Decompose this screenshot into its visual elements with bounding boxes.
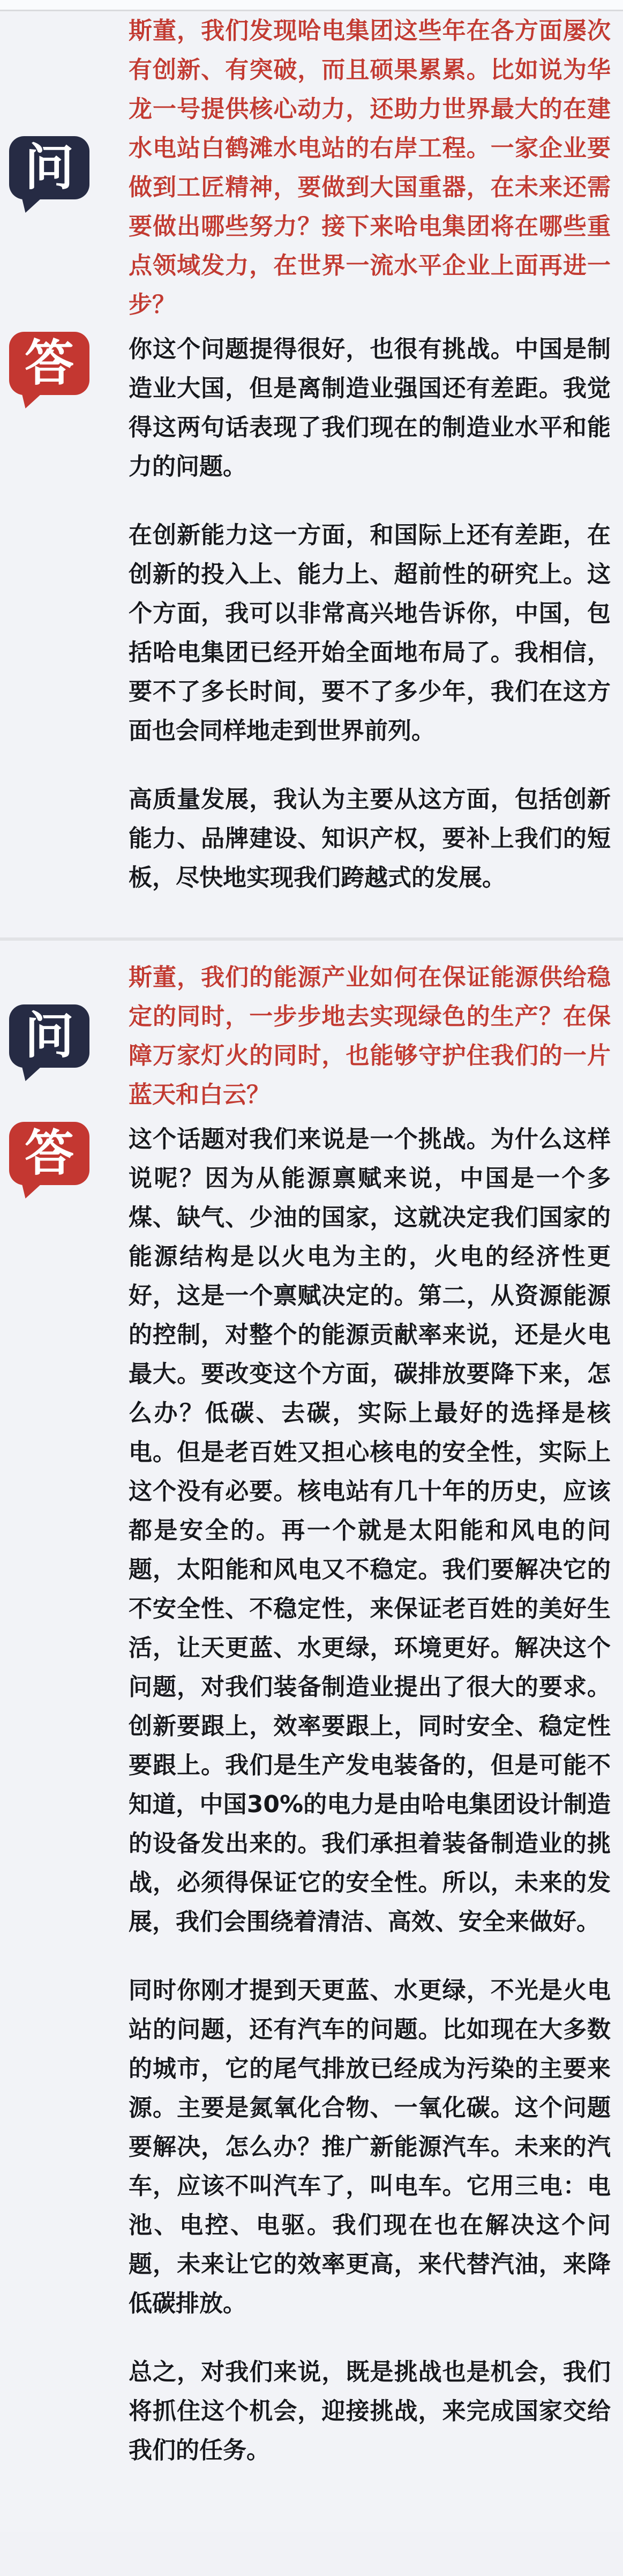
question-icon-column: [0, 958, 129, 1114]
top-strip: [0, 0, 623, 11]
bubble-tail: [22, 1184, 41, 1198]
answer-bubble-icon: [9, 332, 89, 395]
bubble-tail: [22, 394, 41, 408]
answer-glyph: 答: [24, 1125, 74, 1182]
question-bubble-icon: [9, 1004, 89, 1068]
question-text: 斯董，我们发现哈电集团这些年在各方面屡次有创新、有突破，而且硕果累累。比如说为华龙一号提供核心动力，还助力世界最大的在建水电站白鹤滩水电站的右岸工程。一家企业要做到工匠精神，要做到大国重器，在未来还需要做出哪些努力？接下来哈电集团将在哪些重点领域发力，在世界一流水平企业上面再进一步？: [129, 17, 611, 318]
bubble-tail: [22, 198, 41, 213]
answer-row: [0, 330, 623, 897]
question-text: 斯董，我们的能源产业如何在保证能源供给稳定的同时，一步步地去实现绿色的生产？在保障万家灯火的同时，也能够守护住我们的一片蓝天和白云？: [129, 964, 611, 1108]
question-icon-column: [0, 11, 129, 324]
answer-text: [129, 1120, 623, 2470]
question-row: [0, 11, 623, 324]
answer-paragraph: 你这个问题提得很好，也很有挑战。中国是制造业大国，但是离制造业强国还有差距。我觉得这两句话表现了我们现在的制造业水平和能力的问题。: [129, 336, 611, 480]
answer-paragraph: 高质量发展，我认为主要从这方面，包括创新能力、品牌建设、知识产权，要补上我们的短板，尽快地实现我们跨越式的发展。: [129, 786, 611, 891]
answer-bubble-icon: [9, 1122, 89, 1185]
question-row: [0, 958, 623, 1114]
question-glyph: 问: [24, 139, 74, 196]
question-glyph: 问: [24, 1007, 74, 1064]
answer-paragraph: 总之，对我们来说，既是挑战也是机会，我们将抓住这个机会，迎接挑战，来完成国家交给我们的任务。: [129, 2358, 611, 2464]
question-bubble-icon: [9, 136, 89, 199]
qa-section-1: [0, 11, 623, 937]
answer-paragraph: 这个话题对我们来说是一个挑战。为什么这样说呢？因为从能源禀赋来说，中国是一个多煤、缺气、少油的国家，这就决定我们国家的能源结构是以火电为主的，火电的经济性更好，这是一个禀赋决定的。第二，从资源能源的控制，对整个的能源贡献率来说，还是火电最大。要改变这个方面，碳排放要降下来，怎么办？低碳、去碳，实际上最好的选择是核电。但是老百姓又担心核电的安全性，实际上这个没有必要。核电站有几十年的历史，应该都是安全的。再一个就是太阳能和风电的问题，太阳能和风电又不稳定。我们要解决它的不安全性、不稳定性，来保证老百姓的美好生活，让天更蓝、水更绿，环境更好。解决这个问题，对我们装备制造业提出了很大的要求。创新要跟上，效率要跟上，同时安全、稳定性要跟上。我们是生产发电装备的，但是可能不知道，中国30%的电力是由哈电集团设计制造的设备发出来的。我们承担着装备制造业的挑战，必须得保证它的安全性。所以，未来的发展，我们会围绕着清洁、高效、安全来做好。: [129, 1126, 611, 1935]
answer-paragraph: 同时你刚才提到天更蓝、水更绿，不光是火电站的问题，还有汽车的问题。比如现在大多数的城市，它的尾气排放已经成为污染的主要来源。主要是氮氧化合物、一氧化碳。这个问题要解决，怎么办？推广新能源汽车。未来的汽车，应该不叫汽车了，叫电车。它用三电：电池、电控、电驱。我们现在也在解决这个问题，未来让它的效率更高，来代替汽油，来降低碳排放。: [129, 1977, 611, 2317]
answer-glyph: 答: [24, 334, 74, 392]
bubble-tail: [22, 1067, 41, 1081]
answer-row: [0, 1120, 623, 2470]
qa-section-2: [0, 941, 623, 2532]
answer-paragraph: 在创新能力这一方面，和国际上还有差距，在创新的投入上、能力上、超前性的研究上。这个方面，我可以非常高兴地告诉你，中国，包括哈电集团已经开始全面地布局了。我相信，要不了多长时间，要不了多少年，我们在这方面也会同样地走到世界前列。: [129, 522, 611, 744]
answer-text: [129, 330, 623, 897]
answer-icon-column: [0, 330, 129, 897]
answer-icon-column: [0, 1120, 129, 2470]
